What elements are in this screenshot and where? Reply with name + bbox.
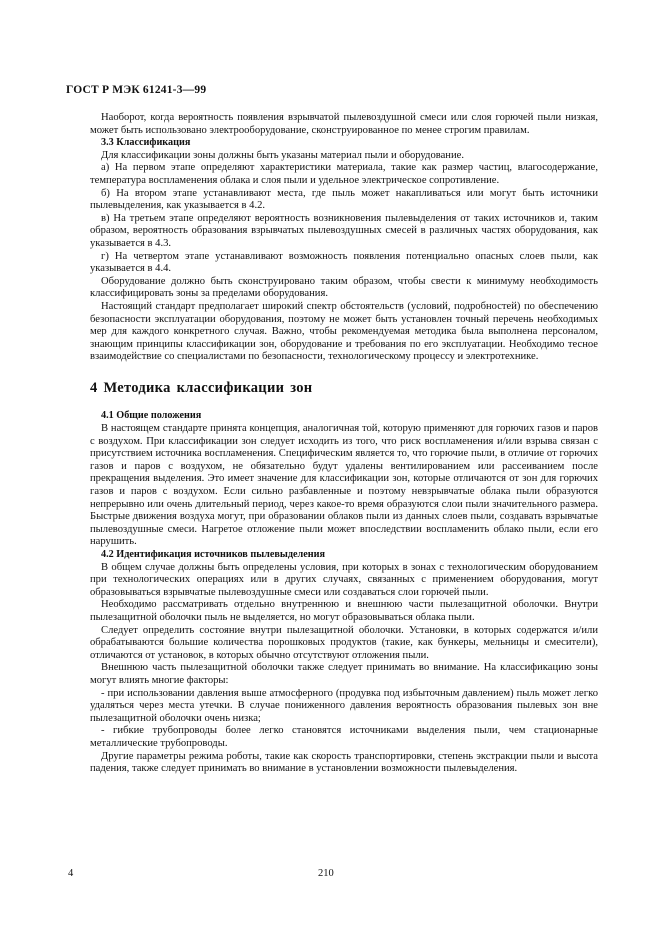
page-number-center: 210 — [318, 868, 334, 879]
paragraph: Другие параметры режима роботы, такие как скорость транспортировки, степень экстракции пыли и высота падения, также следует принимать во внимание в установлении возможности пылевыделения. — [90, 750, 598, 775]
section-3-3-title: 3.3 Классификация — [101, 137, 191, 149]
paragraph: Оборудование должно быть сконструировано таким образом, чтобы свести к минимуму необходимость классифицировать зоны за пределами оборудования. — [90, 275, 598, 300]
paragraph: Наоборот, когда вероятность появления взрывчатой пылевоздушной смеси или слоя горючей пыли низкая, может быть использовано электрооборудование, сконструированное по менее строгим правилам. — [90, 112, 598, 136]
section-4-title: 4 Методика классификации зон — [90, 379, 313, 396]
paragraph: б) На втором этапе устанавливают места, где пыль может накапливаться или могут быть источники пылевыделения, как указывается в 4.2. — [90, 187, 598, 212]
paragraph: В настоящем стандарте принята концепция, аналогичная той, которую применяют для горючих газов и паров с воздухом. При классификации зон следует исходить из того, что риск воспламенения и/или взрыва связан с присутствием источника воспламенения. Специфическим является то, что горючие пыли, в отличие от горючих газов и паров с воздухом, не обязательно будут удалены вентилированием или рассеиванием после прекращения выделения. Это имеет значение для классификации зон, которые отличаются от зон для горючих газов и паров с воздухом. Если сильно разбавленные и поэтому невзрывчатые облака пыли образуются непрерывно или очень длительный период, через какое-то время образуются слои пыли значительного размера. Быстрые движения воздуха могут, при образовании облаков пыли из данных слоев пыли, создавать взрывчатые пылевоздушные смеси. Нагретое отложение пыли может впоследствии воспламенить облако пыли, если его нарушить. — [90, 423, 598, 548]
section-4-2-title: 4.2 Идентификация источников пылевыделения — [101, 549, 326, 560]
document-body — [90, 112, 598, 776]
paragraph: в) На третьем этапе определяют вероятность возникновения пылевыделения от таких источников и, таким образом, вероятность образования взрывчатых пылевоздушных смесей в различных частях оборудования, как указывается в 4.3. — [90, 212, 598, 249]
paragraph: - гибкие трубопроводы более легко становятся источниками выделения пыли, чем стационарные металлические трубопроводы. — [90, 725, 598, 749]
paragraph: В общем случае должны быть определены условия, при которых в зонах с технологическим оборудованием при технологических операциях или в других случаях, связанных с применением оборудования, могут образовываться взрывчатые пылевоздушные смеси или создаваться слои горючей пыли. — [90, 561, 598, 598]
paragraph: а) На первом этапе определяют характеристики материала, такие как размер частиц, влагосодержание, температура воспламенения облака и слоя пыли и удельное электрическое сопротивление. — [90, 162, 598, 186]
paragraph: Для классификации зоны должны быть указаны материал пыли и оборудование. — [101, 149, 464, 161]
document-header: ГОСТ Р МЭК 61241-3—99 — [66, 84, 207, 96]
paragraph: Настоящий стандарт предполагает широкий спектр обстоятельств (условий, подробностей) по обеспечению безопасности эксплуатации оборудования, поэтому не может быть установлен точный перечень необходимых мер для каждого конкретного случая. Важно, чтобы рекомендуемая методика была выполнена персоналом, знающим принципы классификации зон, оборудование и требования по его эксплуатации. Необходимо тесное взаимодействие со специалистами по безопасности, технологическому процессу и электротехнике. — [90, 300, 598, 363]
section-4-1-title: 4.1 Общие положения — [101, 410, 202, 422]
paragraph: Необходимо рассматривать отдельно внутреннюю и внешнюю части пылезащитной оболочки. Внутри пылезащитной оболочки пыль не выделяется, но могут образовываться облака пыли. — [90, 599, 598, 623]
paragraph: Внешнюю часть пылезащитной оболочки также следует принимать во внимание. На классификацию зоны могут влиять многие факторы: — [90, 662, 598, 686]
paragraph: Следует определить состояние внутри пылезащитной оболочки. Установки, в которых содержатся и/или обрабатываются большие количества порошковых продуктов (такие, как бункеры, мельницы и смесители), отличаются от установок, в которых обычно отсутствуют отложения пыли. — [90, 624, 598, 661]
paragraph: - при использовании давления выше атмосферного (продувка под избыточным давлением) пыль может легко удаляться через места утечки. В случае пониженного давления вероятность образования пылевых зон вне пылезащитной оболочки очень низка; — [90, 687, 598, 724]
paragraph: г) На четвертом этапе устанавливают возможность появления потенциально опасных слоев пыли, как указывается в 4.4. — [90, 250, 598, 275]
page-number: 4 — [68, 868, 74, 879]
